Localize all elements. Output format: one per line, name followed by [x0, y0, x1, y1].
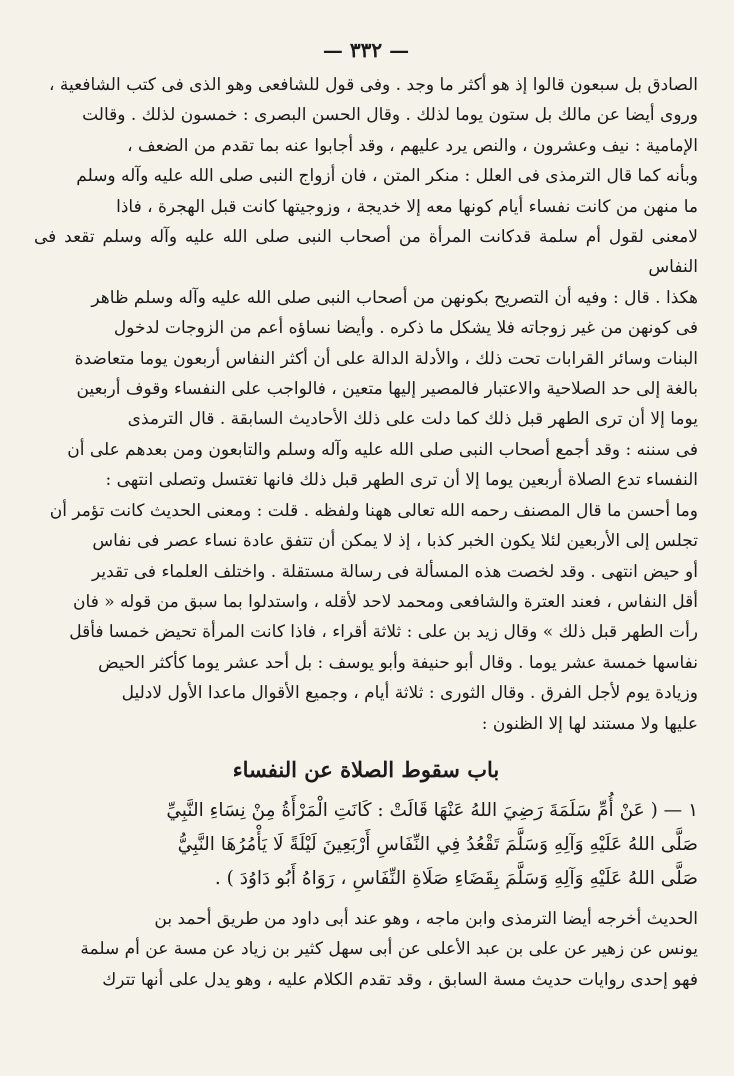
text-line: فى سننه : وقد أجمع أصحاب النبى صلى الله عليه وآله وسلم والتابعون ومن بعدهم على أن	[67, 439, 698, 460]
document-page	[34, 38, 698, 995]
hadith-line: ١ — ( عَنْ أُمِّ سَلَمَةَ رَضِيَ اللهُ عَنْهَا قَالَتْ : كَانَتِ الْمَرْأَةُ مِنْ نِسَاءِ النَّبِيِّ	[166, 799, 698, 821]
text-line: لامعنى لقول أم سلمة قدكانت المرأة من أصحاب النبى صلى الله عليه وآله وسلم تقعد فى النفاس	[34, 227, 698, 278]
commentary-line: فهو إحدى روايات حديث مسة السابق ، وقد تقدم الكلام عليه ، وهو يدل على أنها تترك	[102, 969, 698, 990]
text-line: الإمامية : نيف وعشرون ، والنص يرد عليهم ، وقد أجابوا عنه بما تقدم من الضعف ،	[127, 135, 698, 156]
text-line: يوما إلا أن ترى الطهر قبل ذلك كما دلت على ذلك الأحاديث السابقة . قال الترمذى	[127, 409, 698, 430]
section-heading: باب سقوط الصلاة عن النفساء	[232, 756, 500, 782]
hadith-line: صَلَّى اللهُ عَلَيْهِ وَآلِهِ وَسَلَّمَ بِقَضَاءِ صَلَاةِ النِّفَاسِ ، رَوَاهُ أَبُو دَاوُدَ ) .	[214, 867, 698, 889]
text-line: البنات وسائر القرابات تحت ذلك ، والأدلة الدالة على أن أكثر النفاس أربعون يوما متعاضدة	[74, 348, 698, 369]
text-line: نفاسها خمسة عشر يوما . وقال أبو حنيفة وأبو يوسف : بل أحد عشر يوما كأكثر الحيض	[98, 652, 698, 673]
text-line: فى كونهن من غير زوجاته فلا يشكل ما ذكره . وأيضا نساؤه أعم من الزوجات لدخول	[113, 318, 698, 339]
text-line: ما منهن من كانت نفساء أيام كونها معه إلا خديجة ، وزوجيتها كانت قبل الهجرة ، فاذا	[116, 196, 698, 217]
text-line: هكذا . قال : وفيه أن التصريح بكونهن من أصحاب النبى صلى الله عليه وآله وسلم ظاهر	[91, 287, 698, 308]
text-line: النفساء تدع الصلاة أربعين يوما إلا أن ترى الطهر قبل ذلك فانها تغتسل وتصلى انتهى :	[105, 470, 698, 491]
hadith-text	[34, 794, 698, 896]
text-line: وزيادة يوم لأجل الفرق . وقال الثورى : ثلاثة أيام ، وجميع الأقوال ماعدا الأول لادليل	[121, 683, 698, 704]
hadith-line: صَلَّى اللهُ عَلَيْهِ وَآلِهِ وَسَلَّمَ تَقْعُدُ فِي النِّفَاسِ أَرْبَعِينَ لَيْلَةً لَا يَأْمُرُهَا النَّبِيُّ	[177, 833, 698, 855]
text-line: وما أحسن ما قال المصنف رحمه الله تعالى ههنا ولفظه . قلت : ومعنى الحديث كانت تؤمر أن	[49, 500, 698, 521]
text-line: الصادق بل سبعون قالوا إذ هو أكثر ما وجد . وفى قول للشافعى وهو الذى فى كتب الشافعية ،	[48, 75, 698, 95]
text-line: أو حيض انتهى . وقد لخصت هذه المسألة فى رسالة مستقلة . واختلف العلماء فى تقدير	[91, 561, 698, 582]
text-line: بالغة إلى حد الصلاحية والاعتبار فالمصير إليها متعين ، فالواجب على النفساء وقوف أربعين	[76, 379, 698, 400]
text-line: رأت الطهر قبل ذلك » وقال زيد بن على : ثلاثة أقراء ، فاذا كانت المرأة تحيض خمسا فأقل	[69, 622, 698, 643]
text-line: وبأنه كما قال الترمذى فى العلل : منكر المتن ، فان أزواج النبى صلى الله عليه وآله وسلم	[76, 166, 698, 187]
commentary-line: الحديث أخرجه أيضا الترمذى وابن ماجه ، وهو عند أبى داود من طريق أحمد بن	[154, 908, 698, 929]
text-line: وروى أيضا عن مالك بل ستون يوما لذلك . وقال الحسن البصرى : خمسون لذلك . وقالت	[82, 105, 698, 126]
page-number: — ٣٣٢ —	[322, 38, 410, 62]
text-line: عليها ولا مستند لها إلا الظنون :	[481, 713, 698, 734]
text-line: تجلس إلى الأربعين لئلا يكون الخبر كذبا ، إذ لا يمكن أن تتفق عادة نساء عصر فى نفاس	[92, 531, 698, 552]
text-line: أقل النفاس ، فعند العترة والشافعى ومحمد لاحد لأقله ، واستدلوا بما سبق من قوله « فان	[73, 591, 698, 612]
body-text	[34, 70, 698, 739]
commentary-line: يونس عن زهير عن على بن عبد الأعلى عن أبى سهل كثير بن زياد عن مسة عن أم سلمة	[80, 939, 698, 960]
commentary-text	[34, 904, 698, 995]
